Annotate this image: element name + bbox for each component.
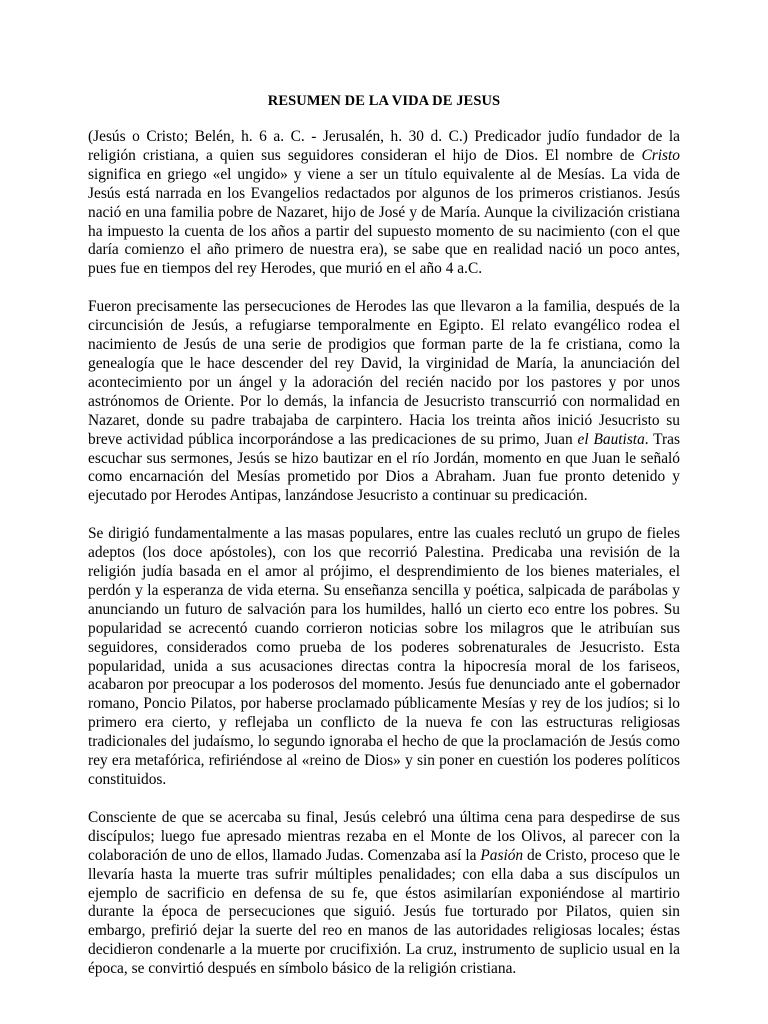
paragraph-1-text: (Jesús o Cristo; Belén, h. 6 a. C. - Jerusalén, h. 30 d. C.) Predicador judío fundador de la religión cristiana, a quien sus seguidores consideran el hijo de Dios. El nombre de <box>88 128 680 164</box>
paragraph-3 <box>88 525 680 790</box>
paragraph-2-text-continued: . Tras escuchar sus sermones, Jesús se hizo bautizar en el río Jordán, momento en que Juan le señaló como encarnación del Mesías prometido por Dios a Abraham. Juan fue pronto detenido y ejecutado por Herodes Antipas, lanzándose Jesucristo a continuar su predicación. <box>88 430 680 505</box>
paragraph-1-text-continued: significa en griego «el ungido» y viene a ser un título equivalente al de Mesías. La vida de Jesús está narrada en los Evangelios redactados por algunos de los primeros cristianos. Jesús nació en una familia pobre de Nazaret, hijo de José y de María. Aunque la civilización cristiana ha impuesto la cuenta de los años a partir del supuesto momento de su nacimiento (con el que daría comienzo el año primero de nuestra era), se sabe que en realidad nació un poco antes, pues fue en tiempos del rey Herodes, que murió en el año 4 a.C. <box>88 165 680 278</box>
paragraph-1-italic-cristo: Cristo <box>641 146 680 164</box>
paragraph-2-italic-bautista: el Bautista <box>577 430 645 448</box>
paragraph-2 <box>88 298 680 506</box>
document-title: RESUMEN DE LA VIDA DE JESUS <box>267 93 501 109</box>
paragraph-1 <box>88 128 680 279</box>
paragraph-2-text: Fueron precisamente las persecuciones de Herodes las que llevaron a la familia, después de la circuncisión de Jesús, a refugiarse temporalmente en Egipto. El relato evangélico rodea el nacimiento de Jesús de una serie de prodigios que forman parte de la fe cristiana, como la genealogía que le hace descender del rey David, la virginidad de María, la anunciación del acontecimiento por un ángel y la adoración del recién nacido por los pastores y por unos astrónomos de Oriente. Por lo demás, la infancia de Jesucristo transcurrió con normalidad en Nazaret, donde su padre trabajaba de carpintero. Hacia los treinta años inició Jesucristo su breve actividad pública incorporándose a las predicaciones de su primo, Juan <box>88 298 680 448</box>
paragraph-4 <box>88 809 680 979</box>
paragraph-3-text: Se dirigió fundamentalmente a las masas populares, entre las cuales reclutó un grupo de fieles adeptos (los doce apóstoles), con los que recorrió Palestina. Predicaba una revisión de la religión judía basada en el amor al prójimo, el desprendimiento de los bienes materiales, el perdón y la esperanza de vida eterna. Su enseñanza sencilla y poética, salpicada de parábolas y anunciando un futuro de salvación para los humildes, halló un cierto eco entre los pobres. Su popularidad se acrecentó cuando corrieron noticias sobre los milagros que le atribuían sus seguidores, considerados como prueba de los poderes sobrenaturales de Jesucristo. Esta popularidad, unida a sus acusaciones directas contra la hipocresía moral de los fariseos, acabaron por preocupar a los poderosos del momento. Jesús fue denunciado ante el gobernador romano, Poncio Pilatos, por haberse proclamado públicamente Mesías y rey de los judíos; si lo primero era cierto, y reflejaba un conflicto de la nueva fe con las estructuras religiosas tradicionales del judaísmo, lo segundo ignoraba el hecho de que la proclamación de Jesús como rey era metafórica, refiriéndose al «reino de Dios» y sin poner en cuestión los poderes políticos constituidos. <box>88 525 680 788</box>
document-page <box>88 92 680 998</box>
paragraph-4-text: Consciente de que se acercaba su final, Jesús celebró una última cena para despedirse de sus discípulos; luego fue apresado mientras rezaba en el Monte de los Olivos, al parecer con la colaboración de uno de ellos, llamado Judas. Comenzaba así la <box>88 808 680 864</box>
paragraph-4-text-continued: de Cristo, proceso que le llevaría hasta la muerte tras sufrir múltiples penalidades; con ella daba a sus discípulos un ejemplo de sacrificio en defensa de su fe, que éstos asimilarían exponiéndose al martirio durante la época de persecuciones que siguió. Jesús fue torturado por Pilatos, quien sin embargo, prefirió dejar la suerte del reo en manos de las autoridades religiosas locales; éstas decidieron condenarle a la muerte por crucifixión. La cruz, instrumento de suplicio usual en la época, se convirtió después en símbolo básico de la religión cristiana. <box>88 846 680 978</box>
paragraph-4-italic-pasion: Pasión <box>480 846 524 864</box>
